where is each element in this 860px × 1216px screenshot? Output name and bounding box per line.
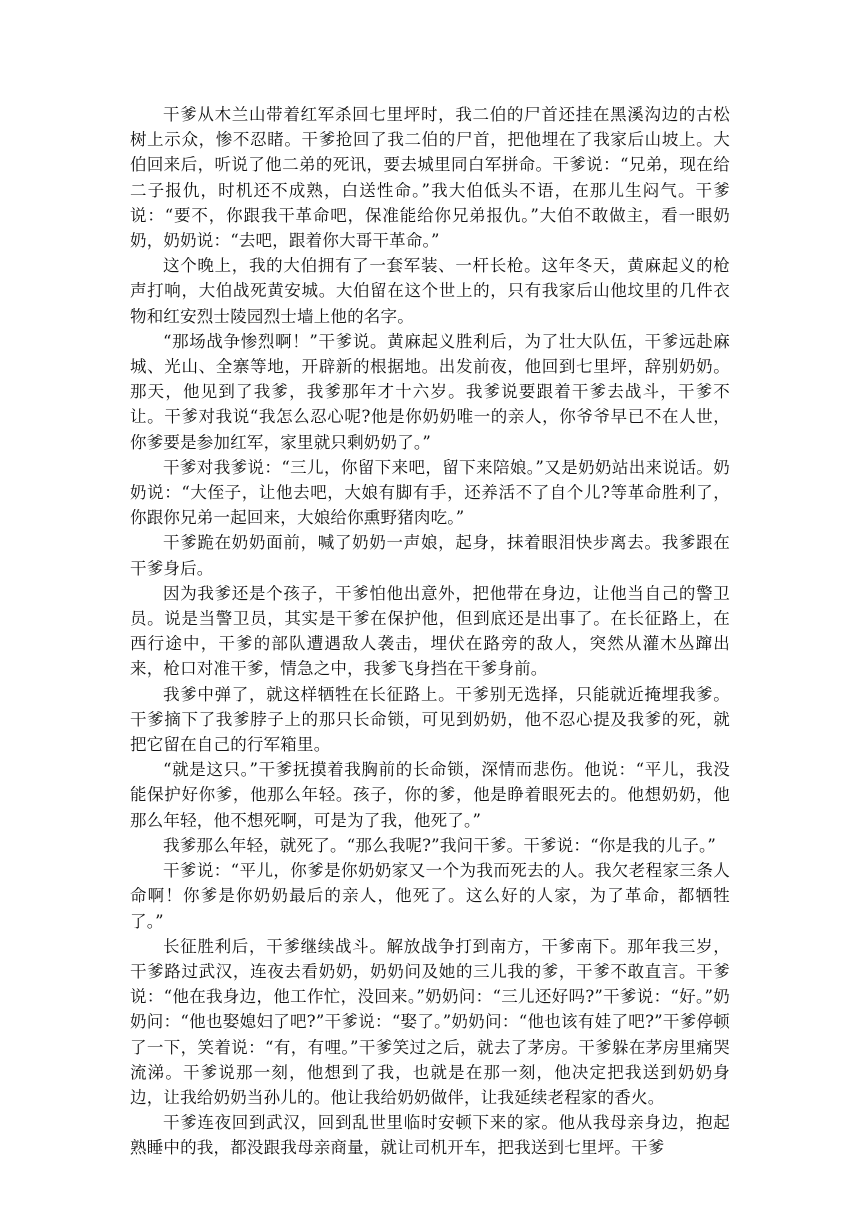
paragraph: “就是这只。”干爹抚摸着我胸前的长命锁，深情而悲伤。他说：“平儿，我没能保护好你爹，他那么年轻。孩子，你的爹，他是睁着眼死去的。他想奶奶，他那么年轻，他不想死啊，可是为了我，他死了。”: [130, 760, 730, 830]
paragraph: 长征胜利后，干爹继续战斗。解放战争打到南方，干爹南下。那年我三岁，干爹路过武汉，连夜去看奶奶，奶奶问及她的三儿我的爹，干爹不敢直言。干爹说：“他在我身边，他工作忙，没回来。”奶奶问：“三儿还好吗?”干爹说：“好。”奶奶问：“他也娶媳妇了吧?”干爹说：“娶了。”奶奶问：“他也该有娃了吧?”干爹停顿了一下，笑着说：“有，有哩。”干爹笑过之后，就去了茅房。干爹躲在茅房里痛哭流涕。干爹说那一刻，他想到了我，也就是在那一刻，他决定把我送到奶奶身边，让我给奶奶当孙儿的。他让我给奶奶做伴，让我延续老程家的香火。: [130, 936, 730, 1107]
paragraph: 干爹从木兰山带着红军杀回七里坪时，我二伯的尸首还挂在黑溪沟边的古松树上示众，惨不忍睹。干爹抢回了我二伯的尸首，把他埋在了我家后山坡上。大伯回来后，听说了他二弟的死讯，要去城里同白军拼命。干爹说：“兄弟，现在给二子报仇，时机还不成熟，白送性命。”我大伯低头不语，在那儿生闷气。干爹说：“要不，你跟我干革命吧，保准能给你兄弟报仇。”大伯不敢做主，看一眼奶奶，奶奶说：“去吧，跟着你大哥干革命。”: [130, 105, 730, 251]
document-body: [130, 102, 730, 1161]
paragraph: 我爹中弹了，就这样牺牲在长征路上。干爹别无选择，只能就近掩埋我爹。干爹摘下了我爹脖子上的那只长命锁，可见到奶奶，他不忍心提及我爹的死，就把它留在自己的行军箱里。: [130, 684, 730, 755]
paragraph: “那场战争惨烈啊！”干爹说。黄麻起义胜利后，为了壮大队伍，干爹远赴麻城、光山、全寨等地，开辟新的根据地。出发前夜，他回到七里坪，辞别奶奶。那天，他见到了我爹，我爹那年才十六岁。我爹说要跟着干爹去战斗，干爹不让。干爹对我说“我怎么忍心呢?他是你奶奶唯一的亲人，你爷爷早已不在人世，你爹要是参加红军，家里就只剩奶奶了。”: [130, 331, 730, 452]
paragraph: 干爹跪在奶奶面前，喊了奶奶一声娘，起身，抹着眼泪快步离去。我爹跟在干爹身后。: [130, 533, 730, 578]
paragraph: 干爹说：“平儿，你爹是你奶奶家又一个为我而死去的人。我欠老程家三条人命啊！你爹是你奶奶最后的亲人，他死了。这么好的人家，为了革命，都牺牲了。”: [130, 861, 730, 931]
paragraph: 干爹连夜回到武汉，回到乱世里临时安顿下来的家。他从我母亲身边，抱起熟睡中的我，都没跟我母亲商量，就让司机开车，把我送到七里坪。干爹: [130, 1113, 730, 1158]
paragraph: 因为我爹还是个孩子，干爹怕他出意外，把他带在身边，让他当自己的警卫员。说是当警卫员，其实是干爹在保护他，但到底还是出事了。在长征路上，在西行途中，干爹的部队遭遇敌人袭击，埋伏在路旁的敌人，突然从灌木丛蹿出来，枪口对准干爹，情急之中，我爹飞身挡在干爹身前。: [130, 583, 730, 679]
paragraph: 这个晚上，我的大伯拥有了一套军装、一杆长枪。这年冬天，黄麻起义的枪声打响，大伯战死黄安城。大伯留在这个世上的，只有我家后山他坟里的几件衣物和红安烈士陵园烈士墙上他的名字。: [130, 256, 730, 326]
paragraph: 我爹那么年轻，就死了。“那么我呢?”我问干爹。干爹说：“你是我的儿子。”: [163, 835, 717, 855]
paragraph: 干爹对我爹说：“三儿，你留下来吧，留下来陪娘。”又是奶奶站出来说话。奶奶说：“大侄子，让他去吧，大娘有脚有手，还养活不了自个儿?等革命胜利了，你跟你兄弟一起回来，大娘给你熏野猪肉吃。”: [130, 457, 730, 528]
